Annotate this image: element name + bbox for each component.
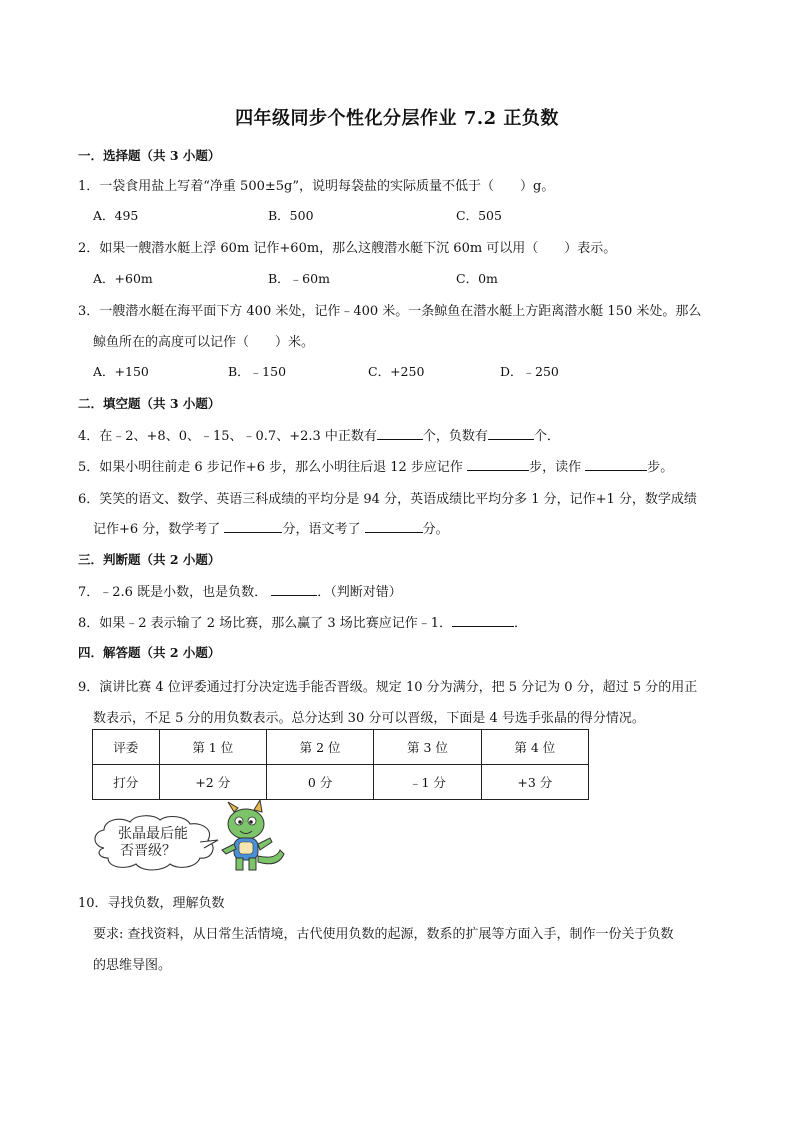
question-8: [78, 612, 527, 631]
q4-part3: 个．: [533, 429, 560, 444]
q6-blank-math[interactable]: [224, 520, 282, 533]
question-9-line1: 9．演讲比赛 4 位评委通过打分决定选手能否晋级。规定 10 分为满分，把 5 分记为 0 分，超过 5 分的用正: [78, 680, 698, 695]
section-heading-solve: 四．解答题（共 2 小题）: [78, 645, 221, 660]
table-cell: 第 3 位: [374, 730, 481, 765]
table-cell: 第 4 位: [481, 730, 588, 765]
q5-blank-read[interactable]: [585, 458, 647, 471]
q4-blank-negative[interactable]: [488, 427, 534, 440]
score-table: [92, 729, 589, 800]
q3-option-a: A．+150: [93, 364, 149, 379]
table-cell: 打分: [93, 765, 160, 800]
q7-part2: ．（判断对错）: [317, 585, 402, 600]
question-10-title: 10．寻找负数，理解负数: [78, 896, 225, 911]
question-4: [78, 425, 560, 444]
q6-part3: 分。: [422, 522, 449, 537]
page-title: 四年级同步个性化分层作业 7.2 正负数: [235, 108, 559, 129]
q1-option-b: B．500: [268, 208, 314, 223]
question-10-line1: 要求: 查找资料，从日常生活情境，古代使用负数的起源，数系的扩展等方面入手，制作一份关于负数: [93, 927, 674, 942]
q7-part1: 7．﹣2.6 既是小数，也是负数．: [78, 585, 268, 600]
question-6-line2: [93, 518, 449, 537]
q2-option-b: B．﹣60m: [268, 271, 330, 286]
cartoon-dragon-icon: [214, 800, 286, 878]
q5-part3: 步。: [647, 460, 674, 475]
q6-blank-chinese[interactable]: [365, 520, 423, 533]
question-9-line2: 数表示，不足 5 分的用负数表示。总分达到 30 分可以晋级，下面是 4 号选手张晶的得分情况。: [93, 711, 645, 726]
table-row: [93, 765, 589, 800]
table-cell: +3 分: [481, 765, 588, 800]
section-heading-judge: 三．判断题（共 2 小题）: [78, 552, 221, 567]
table-cell: 0 分: [266, 765, 373, 800]
table-cell: 第 1 位: [159, 730, 266, 765]
q3-option-b: B．﹣150: [228, 364, 287, 379]
q4-part1: 4．在﹣2、+8、0、﹣15、﹣0.7、+2.3 中正数有: [78, 429, 377, 444]
question-5: [78, 456, 673, 475]
q7-blank[interactable]: [271, 583, 317, 596]
question-6-line1: 6．笑笑的语文、数学、英语三科成绩的平均分是 94 分，英语成绩比平均分多 1 分，记作+1 分，数学成绩: [78, 492, 697, 507]
q1-option-a: A．495: [93, 208, 139, 223]
table-cell: 评委: [93, 730, 160, 765]
question-7: [78, 581, 402, 600]
table-cell: +2 分: [159, 765, 266, 800]
q3-option-c: C．+250: [368, 364, 425, 379]
table-cell: 第 2 位: [266, 730, 373, 765]
q4-blank-positive[interactable]: [377, 427, 423, 440]
q5-part2: 步，读作: [529, 460, 582, 475]
q2-option-c: C．0m: [456, 271, 498, 286]
speech-bubble: [90, 812, 225, 874]
q2-option-a: A．+60m: [93, 271, 153, 286]
question-1-text: 1．一袋食用盐上写着“净重 500±5g”，说明每袋盐的实际质量不低于（ ）g。: [78, 179, 555, 194]
table-cell: ﹣1 分: [374, 765, 481, 800]
q6-part1: 记作+6 分，数学考了: [93, 522, 221, 537]
bubble-line-2: 否晋级？: [120, 843, 176, 859]
q5-blank-record[interactable]: [467, 458, 529, 471]
bubble-line-1: 张晶最后能: [118, 826, 188, 842]
q8-part1: 8．如果﹣2 表示输了 2 场比赛，那么赢了 3 场比赛应记作﹣1．: [78, 616, 453, 631]
q8-blank[interactable]: [452, 614, 514, 627]
q8-part2: ．: [514, 616, 528, 631]
q1-option-c: C．505: [456, 208, 502, 223]
question-10-line2: 的思维导图。: [93, 958, 172, 973]
section-heading-fill: 二．填空题（共 3 小题）: [78, 396, 221, 411]
q5-part1: 5．如果小明往前走 6 步记作+6 步，那么小明往后退 12 步应记作: [78, 460, 463, 475]
question-3-text-line2: 鲸鱼所在的高度可以记作（ ）米。: [93, 335, 315, 350]
q6-part2: 分，语文考了: [282, 522, 361, 537]
section-heading-choice: 一．选择题（共 3 小题）: [78, 148, 221, 163]
table-header-row: [93, 730, 589, 765]
q3-option-d: D．﹣250: [500, 364, 559, 379]
question-3-text-line1: 3．一艘潜水艇在海平面下方 400 米处，记作﹣400 米。一条鲸鱼在潜水艇上方距离潜水艇 150 米处。那么: [78, 304, 702, 319]
question-2-text: 2．如果一艘潜水艇上浮 60m 记作+60m，那么这艘潜水艇下沉 60m 可以用（ ）表示。: [78, 241, 617, 256]
q4-part2: 个，负数有: [422, 429, 488, 444]
